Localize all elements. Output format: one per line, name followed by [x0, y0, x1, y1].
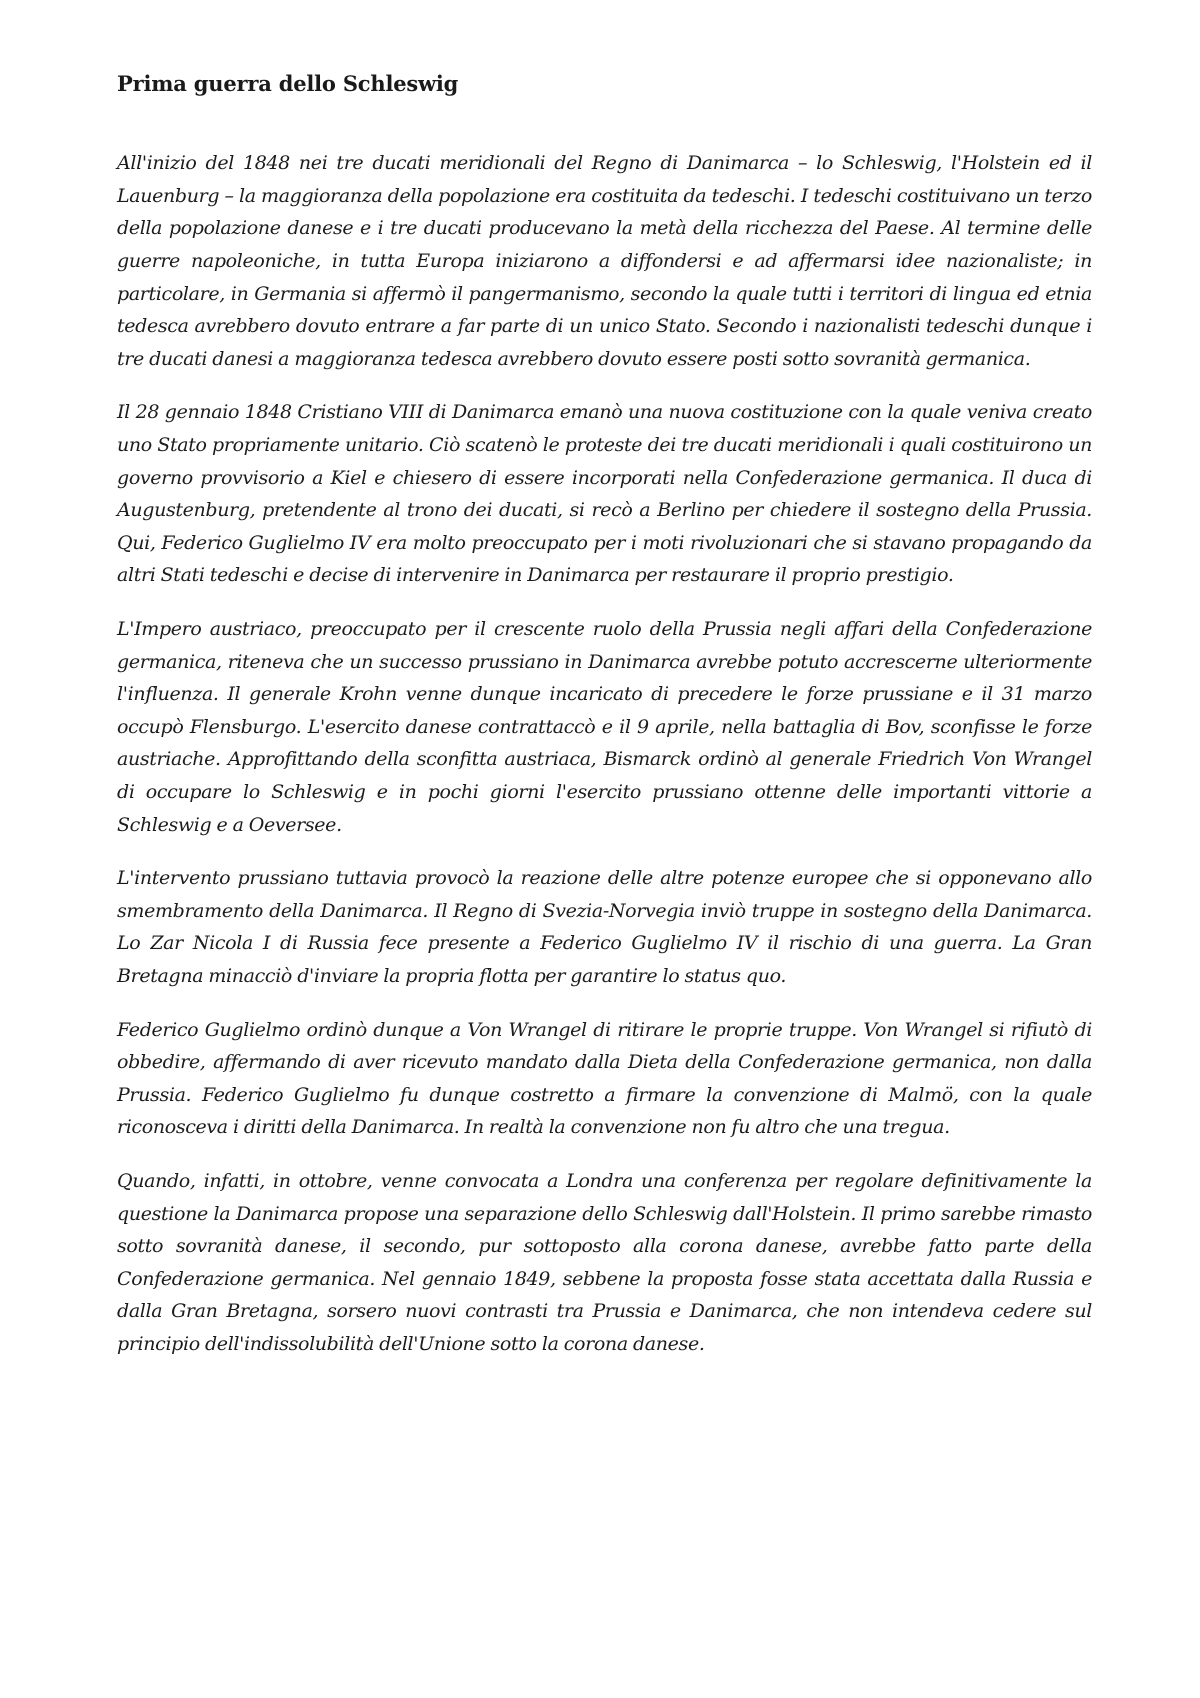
paragraph-1: All'inizio del 1848 nei tre ducati meridionali del Regno di Danimarca – lo Schleswig, l'Holstein ed il Lauenburg – la maggioranza della popolazione era costituita da tedeschi. I tedeschi costituivano un terzo della popolazione danese e i tre ducati producevano la metà della ricchezza del Paese. Al termine delle guerre napoleoniche, in tutta Europa iniziarono a diffondersi e ad affermarsi idee nazionaliste; in particolare, in Germania si affermò il pangermanismo, secondo la quale tutti i territori di lingua ed etnia tedesca avrebbero dovuto entrare a far parte di un unico Stato. Secondo i nazionalisti tedeschi dunque i tre ducati danesi a maggioranza tedesca avrebbero dovuto essere posti sotto sovranità germanica. — [117, 152, 1092, 370]
paragraph-2: Il 28 gennaio 1848 Cristiano VIII di Danimarca emanò una nuova costituzione con la quale veniva creato uno Stato propriamente unitario. Ciò scatenò le proteste dei tre ducati meridionali i quali costituirono un governo provvisorio a Kiel e chiesero di essere incorporati nella Confederazione germanica. Il duca di Augustenburg, pretendente al trono dei ducati, si recò a Berlino per chiedere il sostegno della Prussia. Qui, Federico Guglielmo IV era molto preoccupato per i moti rivoluzionari che si stavano propagando da altri Stati tedeschi e decise di intervenire in Danimarca per restaurare il proprio prestigio. — [117, 401, 1092, 587]
paragraph-6: Quando, infatti, in ottobre, venne convocata a Londra una conferenza per regolare definitivamente la questione la Danimarca propose una separazione dello Schleswig dall'Holstein. Il primo sarebbe rimasto sotto sovranità danese, il secondo, pur sottoposto alla corona danese, avrebbe fatto parte della Confederazione germanica. Nel gennaio 1849, sebbene la proposta fosse stata accettata dalla Russia e dalla Gran Bretagna, sorsero nuovi contrasti tra Prussia e Danimarca, che non intendeva cedere sul principio dell'indissolubilità dell'Unione sotto la corona danese. — [117, 1169, 1092, 1355]
page-title: Prima guerra dello Schleswig — [117, 71, 459, 96]
paragraph-4: L'intervento prussiano tuttavia provocò la reazione delle altre potenze europee che si opponevano allo smembramento della Danimarca. Il Regno di Svezia-Norvegia inviò truppe in sostegno della Danimarca. Lo Zar Nicola I di Russia fece presente a Federico Guglielmo IV il rischio di una guerra. La Gran Bretagna minacciò d'inviare la propria flotta per garantire lo status quo. — [117, 867, 1092, 987]
paragraph-3: L'Impero austriaco, preoccupato per il crescente ruolo della Prussia negli affari della Confederazione germanica, riteneva che un successo prussiano in Danimarca avrebbe potuto accrescerne ulteriormente l'influenza. Il generale Krohn venne dunque incaricato di precedere le forze prussiane e il 31 marzo occupò Flensburgo. L'esercito danese contrattaccò e il 9 aprile, nella battaglia di Bov, sconfisse le forze austriache. Approfittando della sconfitta austriaca, Bismarck ordinò al generale Friedrich Von Wrangel di occupare lo Schleswig e in pochi giorni l'esercito prussiano ottenne delle importanti vittorie a Schleswig e a Oeversee. — [117, 618, 1092, 836]
paragraph-5: Federico Guglielmo ordinò dunque a Von Wrangel di ritirare le proprie truppe. Von Wrangel si rifiutò di obbedire, affermando di aver ricevuto mandato dalla Dieta della Confederazione germanica, non dalla Prussia. Federico Guglielmo fu dunque costretto a firmare la convenzione di Malmö, con la quale riconosceva i diritti della Danimarca. In realtà la convenzione non fu altro che una tregua. — [117, 1018, 1092, 1139]
